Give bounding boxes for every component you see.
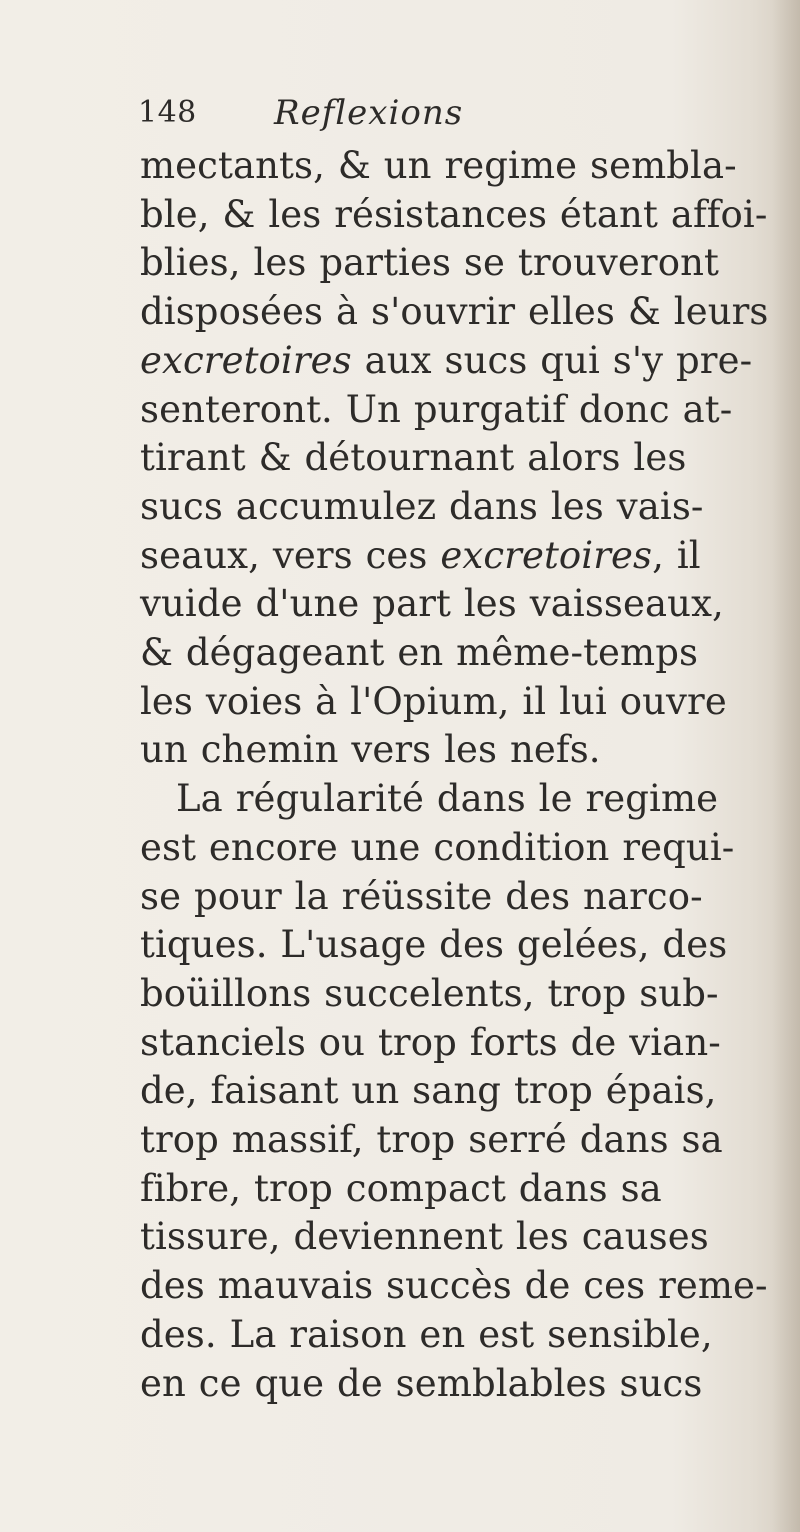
text-line: des mauvais succès de ces reme-: [140, 1264, 768, 1308]
text-line: se pour la réüssite des narco-: [140, 874, 703, 918]
text-line: un chemin vers les nefs.: [140, 728, 601, 772]
page-header: [138, 93, 698, 146]
text-line-with-italic: [140, 532, 725, 581]
text-line: tirant & détournant alors les: [140, 436, 687, 480]
text-line: trop massif, trop serré dans sa: [140, 1118, 723, 1162]
running-head: Reflexions: [274, 93, 464, 133]
text-line-rest: , il: [652, 533, 701, 577]
text-line: stanciels ou trop forts de vian-: [140, 1020, 721, 1064]
text-line: de, faisant un sang trop épais,: [140, 1069, 717, 1113]
text-line-rest: aux sucs qui s'y pre-: [351, 338, 753, 382]
text-line: des. La raison en est sensible,: [140, 1312, 713, 1356]
paragraph-start-line: La régularité dans le regime: [176, 777, 719, 821]
text-line: mectants, & un regime sembla-: [140, 144, 737, 187]
text-line: & dégageant en même-temps: [140, 631, 699, 675]
text-line: disposées à s'ouvrir elles & leurs: [140, 290, 769, 334]
italic-term: excretoires: [140, 338, 352, 382]
text-line: tissure, deviennent les causes: [140, 1215, 709, 1259]
text-line: sucs accumulez dans les vais-: [140, 484, 704, 528]
text-line: blies, les parties se trouveront: [140, 241, 719, 285]
body-text: [140, 142, 769, 1408]
text-line: fibre, trop compact dans sa: [140, 1166, 662, 1210]
text-line: en ce que de semblables sucs: [140, 1361, 703, 1405]
text-line: vuide d'une part les vaisseaux,: [140, 582, 724, 626]
text-line: tiques. L'usage des gelées, des: [140, 923, 728, 967]
text-line-start: seaux, vers ces: [140, 533, 441, 577]
text-line: est encore une condition requi-: [140, 825, 735, 869]
text-line: ble, & les résistances étant affoi-: [140, 192, 768, 236]
italic-term: excretoires: [440, 533, 653, 577]
text-line: senteront. Un purgatif donc at-: [140, 387, 733, 431]
page-number: 148: [138, 95, 197, 130]
text-line: boüillons succelents, trop sub-: [140, 971, 719, 1015]
text-line-with-italic: [140, 337, 753, 386]
text-line: les voies à l'Opium, il lui ouvre: [140, 679, 727, 723]
